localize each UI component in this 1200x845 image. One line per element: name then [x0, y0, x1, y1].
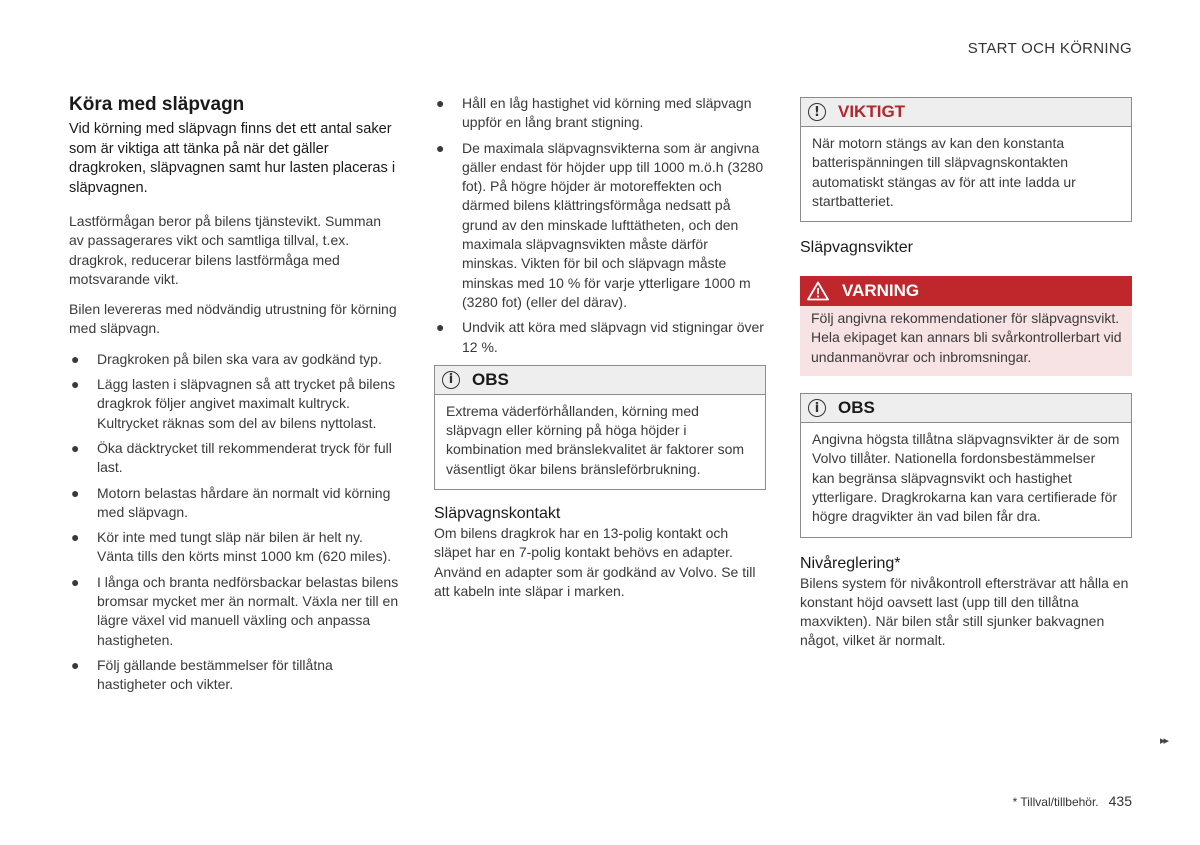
- list-item: [434, 139, 766, 313]
- list-item: [69, 656, 399, 695]
- obs-note-box: [434, 365, 766, 490]
- bullet-icon: ●: [436, 139, 445, 156]
- bullet-icon: ●: [436, 95, 445, 111]
- bullet-icon: ●: [71, 573, 80, 590]
- important-note-text: När motorn stängs av kan den konstanta batterispänningen till släpvagnskontakten automatiskt stängas av för att inte ladda ur startbatteriet.: [812, 135, 1076, 209]
- level-heading: Nivåreglering*: [800, 554, 901, 572]
- list-item-text: Dragkroken på bilen ska vara av godkänd typ.: [97, 350, 382, 367]
- list-item-text: De maximala släpvagnsvikterna som är angivna gäller endast för höjder upp till 1000 m.ö.h (3280 fot). På högre höjder är motoreffekten och därmed bilens klättringsförmåga nedsatt på grund av den minskade lufttätheten, och den maximala släpvagnsvikten måste därför minskas. Vikten för bil och släpvagn måste minskas med 10 % för varje ytterligare 1000 m (3280 fot) (eller del därav).: [462, 139, 764, 310]
- obs-note-box: [800, 393, 1132, 537]
- warning-title: VARNING: [842, 281, 920, 301]
- warning-text: Följ angivna rekommendationer för släpvagnsvikt. Hela ekipaget kan annars bli svårkontrollerbart vid undanmanövrar och inbromsningar.: [800, 306, 1132, 376]
- contact-heading: Släpvagnskontakt: [434, 505, 561, 523]
- list-item-text: Håll en låg hastighet vid körning med släpvagn uppför en lång brant stigning.: [462, 95, 752, 131]
- info-icon: i: [808, 399, 826, 417]
- weights-heading: Släpvagnsvikter: [800, 239, 913, 257]
- important-note-box: [800, 97, 1132, 222]
- page-footer: [1013, 793, 1132, 809]
- info-icon: i: [442, 371, 460, 389]
- bullet-icon: ●: [71, 656, 80, 673]
- important-note-title: VIKTIGT: [838, 102, 906, 121]
- list-item-text: Undvik att köra med släpvagn vid stigningar över 12 %.: [462, 319, 764, 355]
- bullet-icon: ●: [436, 319, 445, 336]
- important-note-header: [801, 98, 1131, 127]
- list-item: [69, 484, 399, 523]
- list-item: [69, 573, 399, 650]
- list-item: [69, 350, 399, 369]
- bullet-list: [69, 350, 399, 695]
- page-heading: Köra med släpvagn: [69, 94, 245, 115]
- obs-note-header: [801, 394, 1131, 423]
- section-title: START OCH KÖRNING: [967, 40, 1132, 57]
- warning-triangle-icon: [807, 281, 829, 301]
- body-paragraph: Bilen levereras med nödvändig utrustning för körning med släpvagn.: [69, 301, 397, 337]
- bullet-icon: ●: [71, 376, 80, 393]
- warning-header: [800, 276, 1132, 306]
- list-item: [434, 318, 766, 357]
- obs-note-title: OBS: [838, 398, 875, 418]
- list-item-text: Öka däcktrycket till rekommenderat tryck för full last.: [97, 439, 392, 476]
- list-item: [69, 375, 399, 433]
- list-item-text: I långa och branta nedförsbackar belastas bilens bromsar mycket mer än normalt. Växla ner till en lägre växel vid manuell växling och anpassa hastigheten.: [97, 573, 399, 648]
- continue-arrows-icon: ▸▸: [1159, 735, 1167, 747]
- column-2: [434, 94, 766, 612]
- list-item: [69, 439, 399, 478]
- body-paragraph: Lastförmågan beror på bilens tjänstevikt. Summan av passagerares vikt och samtliga tillval, t.ex. dragkrok, reducerar bilens lastförmåga med motsvarande vikt.: [69, 213, 382, 287]
- exclamation-icon: !: [808, 103, 826, 121]
- contact-paragraph: Om bilens dragkrok har en 13-polig kontakt och släpet har en 7-polig kontakt behövs en adapter. Använd en adapter som är godkänd av Volvo. Se till att kabeln inte släpar i marken.: [434, 525, 756, 599]
- page-number: 435: [1108, 793, 1132, 809]
- obs-note-text: Angivna högsta tillåtna släpvagnsvikter är de som Volvo tillåter. Nationella fordonsbestämmelser kan begränsa släpvagnsvikt och hastighet ytterligare. Dragkrokarna kan vara certifierade för högre dragvikter än vad bilen får dra.: [812, 431, 1120, 525]
- obs-note-header: [435, 366, 765, 395]
- list-item-text: Följ gällande bestämmelser för tillåtna hastigheter och vikter.: [97, 656, 333, 693]
- level-paragraph: Bilens system för nivåkontroll eftersträvar att hålla en konstant höjd oavsett last (upp till den tillåtna maxvikten). När bilen står still sjunker bakvagnen något, vilket är normalt.: [800, 574, 1129, 649]
- list-item-text: Kör inte med tungt släp när bilen är helt ny. Vänta tills den körts minst 1000 km (620 miles).: [97, 529, 392, 565]
- bullet-icon: ●: [71, 350, 80, 367]
- column-3: [800, 97, 1132, 662]
- column-1: [69, 94, 399, 701]
- list-item-text: Lägg lasten i släpvagnen så att trycket på bilens dragkrok följer angivet maximalt kultryck. Kultrycket räknas som del av bilens nyttolast.: [97, 376, 396, 431]
- warning-box: [800, 276, 1132, 376]
- obs-note-title: OBS: [472, 369, 509, 389]
- bullet-icon: ●: [71, 439, 80, 456]
- list-item-text: Motorn belastas hårdare än normalt vid körning med släpvagn.: [97, 484, 391, 520]
- list-item: [69, 528, 399, 567]
- obs-note-text: Extrema väderförhållanden, körning med släpvagn eller körning på höga höjder i kombination med bränslekvalitet är faktorer som väsentligt ökar bilens bränsleförbrukning.: [446, 402, 745, 477]
- intro-paragraph: Vid körning med släpvagn finns det ett antal saker som är viktiga att tänka på när det gäller dragkroken, släpvagnen samt hur lasten placeras i släpvagnen.: [69, 121, 396, 196]
- list-item: [434, 94, 766, 133]
- bullet-icon: ●: [71, 529, 80, 546]
- bullet-list: [434, 94, 766, 357]
- footnote: * Tillval/tillbehör.: [1012, 795, 1099, 809]
- bullet-icon: ●: [71, 484, 80, 501]
